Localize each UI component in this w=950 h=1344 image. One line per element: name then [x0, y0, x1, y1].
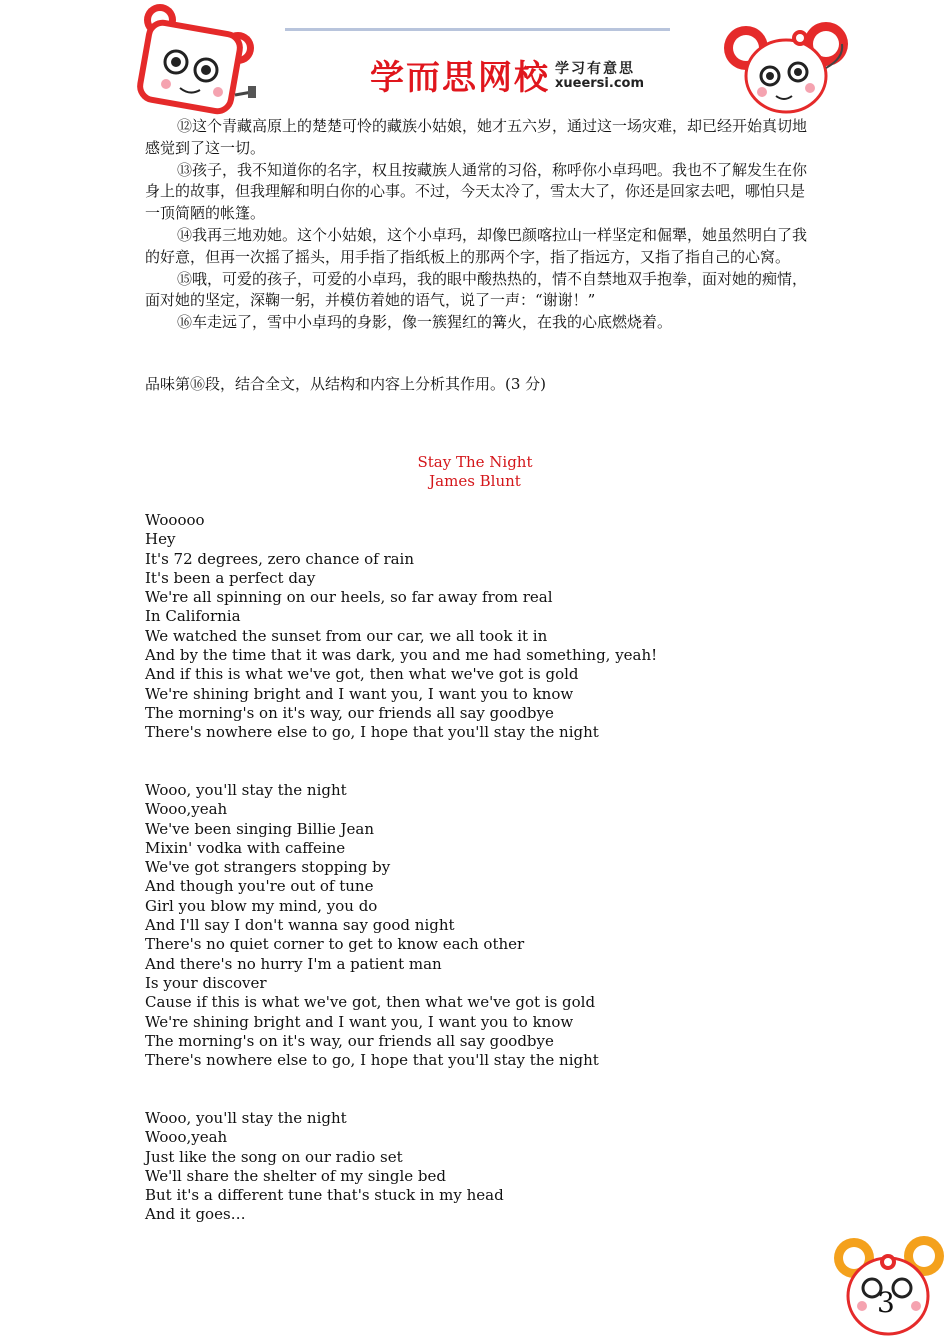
lyric-line: Wooo, you'll stay the night	[145, 1109, 347, 1127]
lyric-line: Is your discover	[145, 973, 267, 992]
passage-paragraph: ⑬孩子，我不知道你的名字，权且按藏族人通常的习俗，称呼你小卓玛吧。我也不了解发生在你身上的故事，但我理解和明白你的心事。不过，今天太冷了，雪太大了，你还是回家去吧，哪怕只是一顶简陋的帐篷。	[145, 160, 808, 223]
lyric-line: Wooo, you'll stay the night	[145, 781, 347, 799]
plug-mascot-icon	[130, 0, 260, 118]
lyric-line: There's nowhere else to go, I hope that you'll stay the night	[145, 1051, 599, 1070]
lyric-line: And there's no hurry I'm a patient man	[145, 954, 442, 973]
lyric-line: Wooo,yeah	[145, 1128, 228, 1147]
lyrics-verse-1	[145, 511, 657, 743]
footer-mouse-icon	[830, 1228, 948, 1340]
lyric-line: The morning's on it's way, our friends all say goodbye	[145, 703, 554, 722]
logo-tagline: 学习有意思	[555, 61, 635, 77]
lyric-line: There's nowhere else to go, I hope that you'll stay the night	[145, 723, 599, 742]
passage-paragraph: ⑯车走远了，雪中小卓玛的身影，像一簇猩红的篝火，在我的心底燃烧着。	[177, 313, 673, 332]
lyric-line: We watched the sunset from our car, we all took it in	[145, 626, 548, 645]
lyric-line: And if this is what we've got, then what we've got is gold	[145, 665, 579, 684]
lyric-line: Hey	[145, 530, 176, 549]
passage-paragraph: ⑫这个青藏高原上的楚楚可怜的藏族小姑娘，她才五六岁，通过这一场灾难，却已经开始真切地感觉到了这一切。	[145, 117, 808, 157]
page-header	[0, 0, 950, 118]
header-divider	[285, 28, 670, 31]
lyric-line: In California	[145, 607, 241, 626]
song-artist: James Blunt	[429, 472, 521, 490]
mouse-mascot-icon	[718, 10, 853, 120]
passage-paragraph: ⑭我再三地劝她。这个小姑娘，这个小卓玛，却像巴颜喀拉山一样坚定和倔犟，她虽然明白了我的好意，但再一次摇了摇头，用手指了指纸板上的那两个字，指了指远方，又指了指自己的心窝。	[145, 225, 808, 266]
lyric-line: We'll share the shelter of my single bed	[145, 1166, 446, 1185]
logo-domain: xueersi.com	[555, 76, 645, 91]
lyric-line: Cause if this is what we've got, then what we've got is gold	[145, 993, 596, 1012]
lyrics-verse-3	[145, 1109, 504, 1225]
lyric-line: It's 72 degrees, zero chance of rain	[145, 549, 415, 568]
lyric-line: The morning's on it's way, our friends all say goodbye	[145, 1031, 554, 1050]
lyric-line: Just like the song on our radio set	[145, 1147, 403, 1166]
lyric-line: And though you're out of tune	[145, 877, 374, 896]
lyric-line: Wooooo	[145, 511, 205, 529]
lyric-line: Wooo,yeah	[145, 800, 228, 819]
logo-subtitle	[555, 58, 644, 91]
reading-passage	[145, 116, 810, 334]
lyric-line: Girl you blow my mind, you do	[145, 896, 378, 915]
lyric-line: There's no quiet corner to get to know each other	[145, 935, 525, 954]
logo-title: 学而思网校	[370, 58, 550, 98]
lyric-line: And by the time that it was dark, you and me had something, yeah!	[145, 646, 658, 665]
lyric-line: We're shining bright and I want you, I want you to know	[145, 684, 574, 703]
page-number: 3	[877, 1286, 895, 1319]
passage-paragraph: ⑮哦，可爱的孩子，可爱的小卓玛，我的眼中酸热热的，情不自禁地双手抱拳，面对她的痴情，面对她的坚定，深鞠一躬，并模仿着她的语气，说了一声：“谢谢！”	[145, 269, 808, 310]
lyric-line: But it's a different tune that's stuck in my head	[145, 1186, 504, 1205]
lyric-line: And I'll say I don't wanna say good night	[145, 916, 455, 935]
song-title: Stay The Night	[417, 453, 533, 471]
lyric-line: We're shining bright and I want you, I want you to know	[145, 1012, 574, 1031]
lyric-line: It's been a perfect day	[145, 568, 316, 587]
lyric-line: We've been singing Billie Jean	[145, 819, 375, 838]
lyric-line: Mixin' vodka with caffeine	[145, 838, 346, 857]
lyric-line: We're all spinning on our heels, so far away from real	[145, 588, 553, 607]
lyric-line: And it goes…	[145, 1205, 246, 1224]
lyric-line: We've got strangers stopping by	[145, 858, 391, 877]
lyrics-verse-2	[145, 781, 599, 1070]
exam-question: 品味第⑯段，结合全文，从结构和内容上分析其作用。(3 分)	[145, 375, 547, 393]
